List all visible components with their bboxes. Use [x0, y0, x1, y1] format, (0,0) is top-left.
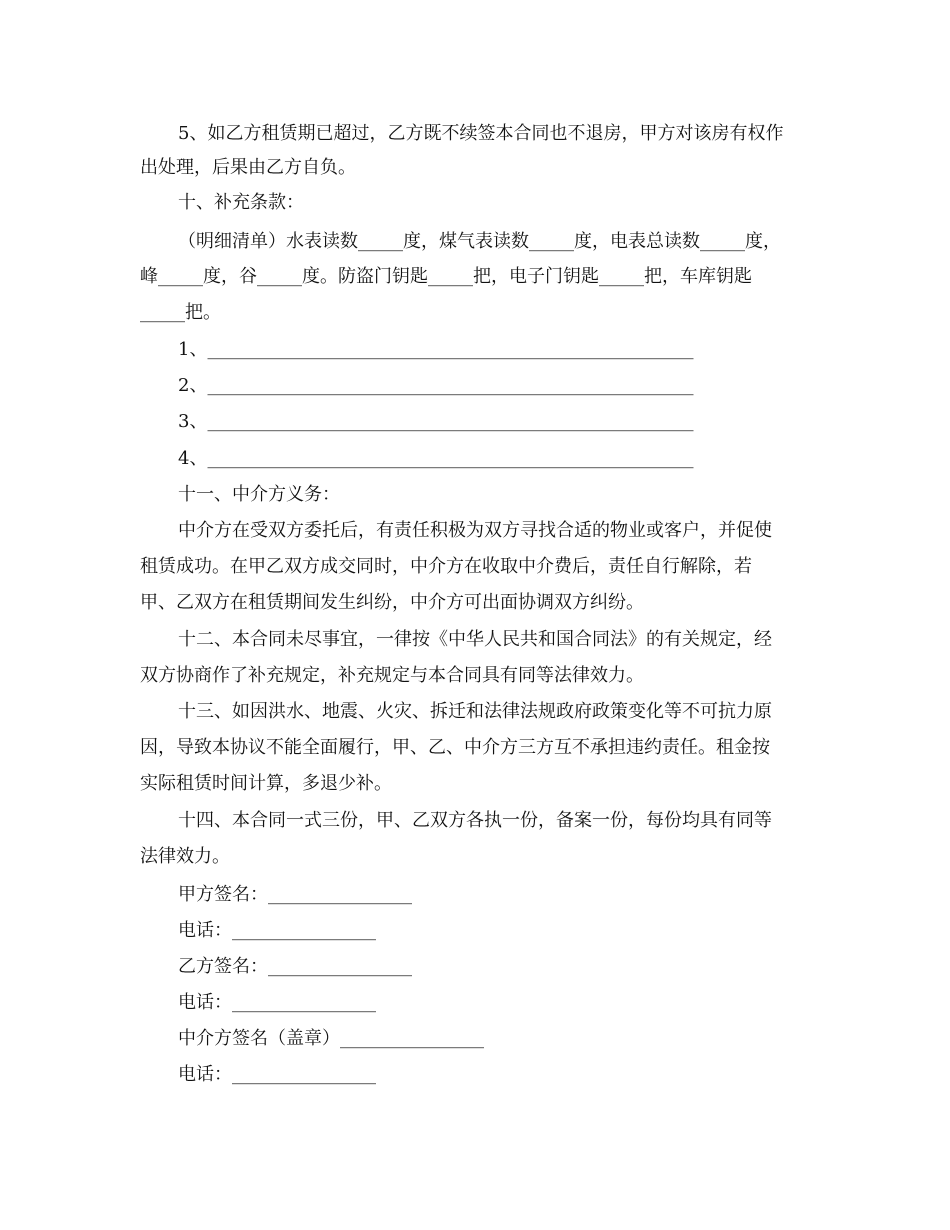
supplement-item-3: 3、______________________________________________________ — [178, 411, 694, 432]
section-13-line-3: 实际租赁时间计算，多退少补。 — [140, 773, 392, 794]
section-10-heading: 十、补充条款： — [178, 192, 304, 213]
section-11-line-1: 中介方在受双方委托后，有责任积极为双方寻找合适的物业或客户，并促使 — [178, 520, 772, 541]
section-14-line-2: 法律效力。 — [140, 846, 230, 867]
party-a-signature: 甲方签名：________________ — [178, 884, 412, 905]
party-b-signature: 乙方签名：________________ — [178, 956, 412, 977]
supplement-detail-line-2: 峰_____度，谷_____度。防盗门钥匙_____把，电子门钥匙_____把，车库钥匙 — [140, 266, 752, 287]
section-11-line-2: 租赁成功。在甲乙双方成交同时，中介方在收取中介费后，责任自行解除，若 — [140, 556, 752, 577]
section-11-line-3: 甲、乙双方在租赁期间发生纠纷，中介方可出面协调双方纠纷。 — [140, 592, 644, 613]
supplement-item-4: 4、______________________________________________________ — [178, 448, 694, 469]
section-14-line-1: 十四、本合同一式三份，甲、乙双方各执一份，备案一份，每份均具有同等 — [178, 810, 772, 831]
supplement-item-2: 2、______________________________________________________ — [178, 375, 694, 396]
section-13-line-1: 十三、如因洪水、地震、火灾、拆迁和法律法规政府政策变化等不可抗力原 — [178, 701, 772, 722]
section-13-line-2: 因，导致本协议不能全面履行，甲、乙、中介方三方互不承担违约责任。租金按 — [140, 737, 770, 758]
section-12-line-1: 十二、本合同未尽事宜，一律按《中华人民共和国合同法》的有关规定，经 — [178, 629, 772, 650]
agent-signature: 中介方签名（盖章）________________ — [178, 1028, 484, 1049]
supplement-item-1: 1、______________________________________________________ — [178, 339, 694, 360]
section-11-heading: 十一、中介方义务： — [178, 484, 340, 505]
clause-5-line-1: 5、如乙方租赁期已超过，乙方既不续签本合同也不退房，甲方对该房有权作 — [178, 123, 784, 144]
clause-5-line-2: 出处理，后果由乙方自负。 — [140, 157, 356, 178]
party-a-phone: 电话：________________ — [178, 920, 376, 941]
supplement-detail-line-1: （明细清单）水表读数_____度，煤气表读数_____度，电表总读数_____度， — [178, 231, 781, 252]
party-b-phone: 电话：________________ — [178, 992, 376, 1013]
section-12-line-2: 双方协商作了补充规定，补充规定与本合同具有同等法律效力。 — [140, 665, 644, 686]
supplement-detail-line-3: _____把。 — [140, 302, 221, 323]
agent-phone: 电话：________________ — [178, 1064, 376, 1085]
